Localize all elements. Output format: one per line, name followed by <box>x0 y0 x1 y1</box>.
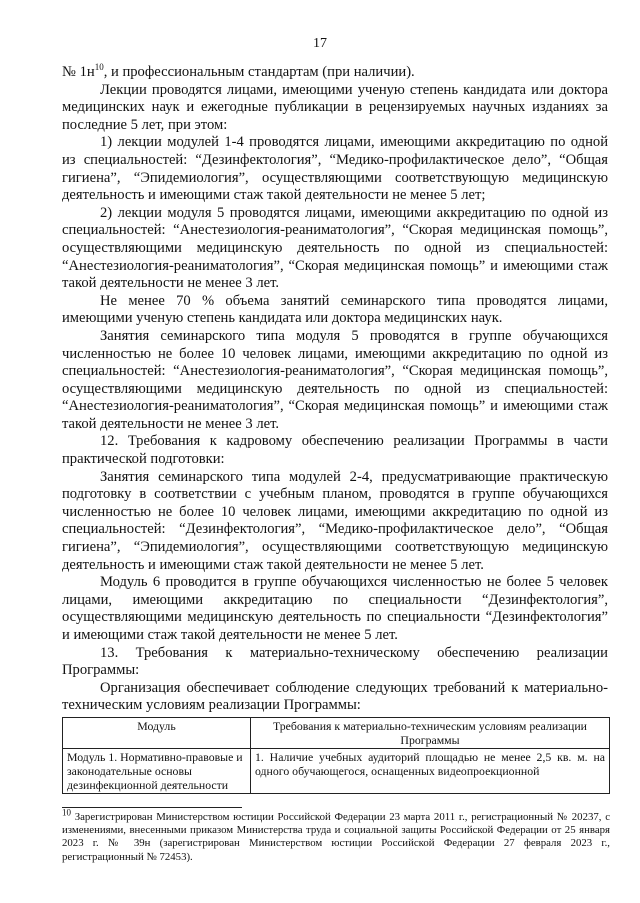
paragraph-module-6: Модуль 6 проводится в группе обучающихся численностью не более 5 человек лицами, имеющими аккредитацию по специальности “Дезинфектология”, осуществляющими медицинскую деятельность по специальности “Дезинфектология” и имеющими стаж такой деятельности не менее 5 лет. <box>62 574 608 643</box>
section-13-heading: 13. Требования к материально-техническому обеспечению реализации Программы: <box>62 644 608 679</box>
paragraph-seminar-module-5: Занятия семинарского типа модуля 5 проводятся в группе обучающихся численностью не более 10 человек лицами, имеющими аккредитацию по одной из специальностей: “Анестезиология-реаниматология”, “Скорая медицинская помощь”, осуществляющими медицинскую деятельность по одной из специальностей: “Анестезиология-реаниматология”, “Скорая медицинская помощь” и имеющими стаж такой деятельности не менее 3 лет. <box>62 327 608 432</box>
paragraph-text: , и профессиональным стандартам (при наличии). <box>103 64 415 80</box>
footnote <box>62 807 610 864</box>
table-cell-requirements: 1. Наличие учебных аудиторий площадью не менее 2,5 кв. м. на одного обучающегося, оснащенных видеопроекционной <box>251 749 610 794</box>
table-header-row <box>63 718 610 749</box>
order-reference: № 1н <box>62 64 95 80</box>
requirements-table <box>62 717 610 794</box>
paragraph-lectures: Лекции проводятся лицами, имеющими ученую степень кандидата или доктора медицинских наук и ежегодные публикации в рецензируемых научных изданиях за последние 5 лет, при этом: <box>62 81 608 133</box>
paragraph-practical-training: Занятия семинарского типа модулей 2-4, предусматривающие практическую подготовку в соответствии с учебным планом, проводятся в группе обучающихся численностью не более 10 человек лицами, имеющими аккредитацию по одной из специальностей: “Дезинфектология”, “Медико-профилактическое дело”, “Общая гигиена”, “Эпидемиология”, осуществляющими соответствующую медицинскую деятельность и имеющими стаж такой деятельности не менее 5 лет. <box>62 468 608 573</box>
footnote-ref: 10 <box>94 62 104 73</box>
paragraph-organization: Организация обеспечивает соблюдение следующих требований к материально-техническим условиям реализации Программы: <box>62 679 608 714</box>
paragraph-continuation <box>62 64 608 82</box>
paragraph-item-1: 1) лекции модулей 1-4 проводятся лицами, имеющими аккредитацию по одной из специальностей: “Дезинфектология”, “Медико-профилактическое дело”, “Общая гигиена”, “Эпидемиология”, осуществляющими соответствующую медицинскую деятельность и имеющими стаж такой деятельности не менее 5 лет; <box>62 134 608 204</box>
footnote-mark: 10 <box>62 807 71 818</box>
table-cell-module: Модуль 1. Нормативно-правовые и законодательные основы дезинфекционной деятельности <box>63 749 251 794</box>
section-12-heading: 12. Требования к кадровому обеспечению реализации Программы в части практической подготовки: <box>62 433 608 468</box>
column-header-module: Модуль <box>63 718 251 749</box>
page-number: 17 <box>313 36 327 51</box>
column-header-requirements: Требования к материально-техническим условиям реализации Программы <box>251 718 610 749</box>
footnote-divider <box>62 807 242 808</box>
paragraph-seminar-share: Не менее 70 % объема занятий семинарского типа проводятся лицами, имеющими ученую степень кандидата или доктора медицинских наук. <box>62 292 608 327</box>
footnote-text: Зарегистрирован Министерством юстиции Российской Федерации 23 марта 2011 г., регистрационный № 20237, с изменениями, внесенными приказом Министерства труда и социальной защиты Российской Федерации от 25 января 2023 г. № 39н (зарегистрирован Министерством юстиции Российской Федерации 27 февраля 2023 г., регистрационный № 72453). <box>62 811 610 863</box>
paragraph-item-2: 2) лекции модуля 5 проводятся лицами, имеющими аккредитацию по одной из специальностей: “Анестезиология-реаниматология”, “Скорая медицинская помощь”, осуществляющими медицинскую деятельность по одной из специальностей: “Анестезиология-реаниматология”, “Скорая медицинская помощь” и имеющими стаж такой деятельности не менее 3 лет. <box>62 204 608 292</box>
table-row <box>63 749 610 794</box>
document-body <box>62 64 608 715</box>
